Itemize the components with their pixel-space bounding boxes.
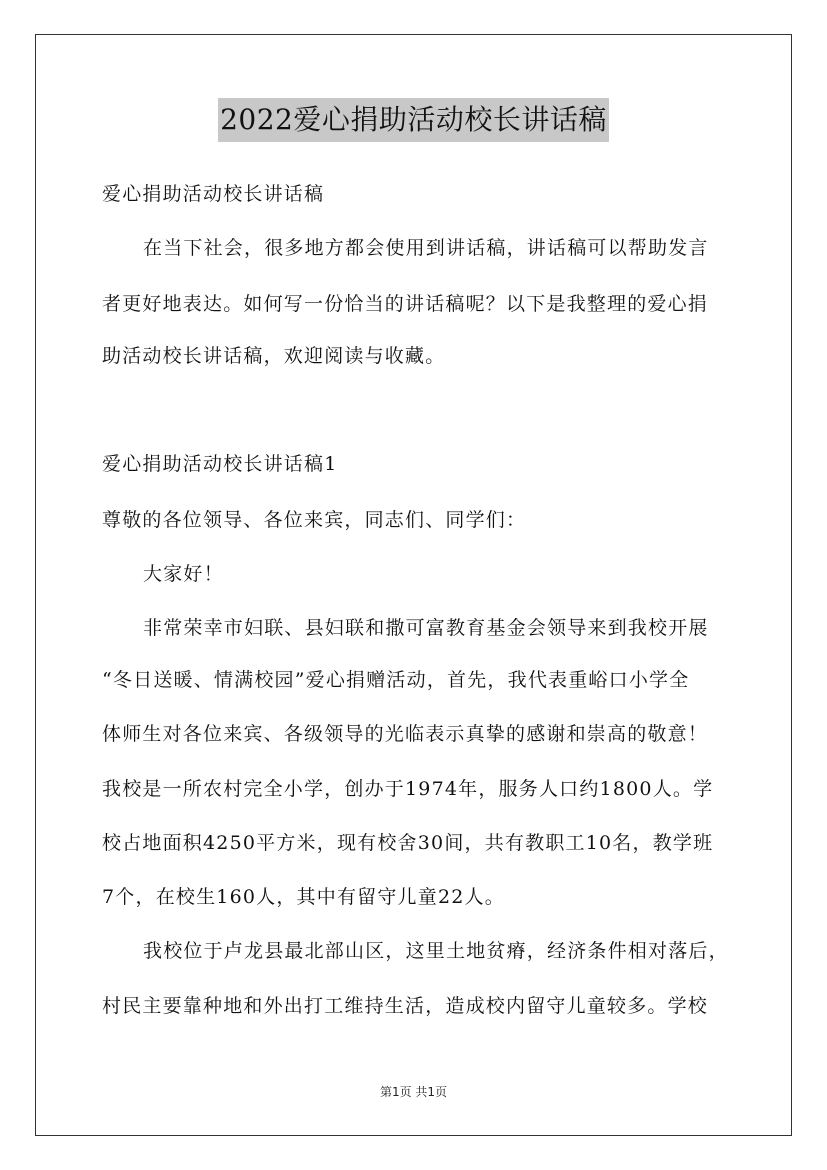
document-title: 2022爱心捐助活动校长讲话稿 xyxy=(218,98,609,142)
title-container xyxy=(0,98,827,142)
body-line: 我校位于卢龙县最北部山区，这里土地贫瘠，经济条件相对落后， xyxy=(143,940,729,962)
body-line: 体师生对各位来宾、各级领导的光临表示真挚的感谢和崇高的敬意！ xyxy=(102,723,709,745)
salutation: 尊敬的各位领导、各位来宾，同志们、同学们： xyxy=(102,509,527,531)
body-line: 校占地面积4250平方米，现有校舍30间，共有教职工10名，教学班 xyxy=(102,832,714,854)
body-line: 村民主要靠种地和外出打工维持生活，造成校内留守儿童较多。学校 xyxy=(102,995,709,1017)
body-line: “冬日送暖、情满校园”爱心捐赠活动，首先，我代表重峪口小学全 xyxy=(102,669,690,691)
body-line: 我校是一所农村完全小学，创办于1974年，服务人口约1800人。学 xyxy=(102,778,714,800)
intro-line: 者更好地表达。如何写一份恰当的讲话稿呢？以下是我整理的爱心捐 xyxy=(102,293,709,315)
intro-line: 在当下社会，很多地方都会使用到讲话稿，讲话稿可以帮助发言 xyxy=(143,237,709,259)
section-heading: 爱心捐助活动校长讲话稿1 xyxy=(102,453,338,475)
document-subtitle: 爱心捐助活动校长讲话稿 xyxy=(102,183,325,205)
body-line: 非常荣幸市妇联、县妇联和撒可富教育基金会领导来到我校开展 xyxy=(143,617,709,639)
intro-line: 助活动校长讲话稿，欢迎阅读与收藏。 xyxy=(102,345,446,367)
body-line: 7个，在校生160人，其中有留守儿童22人。 xyxy=(102,886,505,908)
page-number-footer: 第1页 共1页 xyxy=(379,1085,448,1099)
greeting: 大家好！ xyxy=(143,563,224,585)
